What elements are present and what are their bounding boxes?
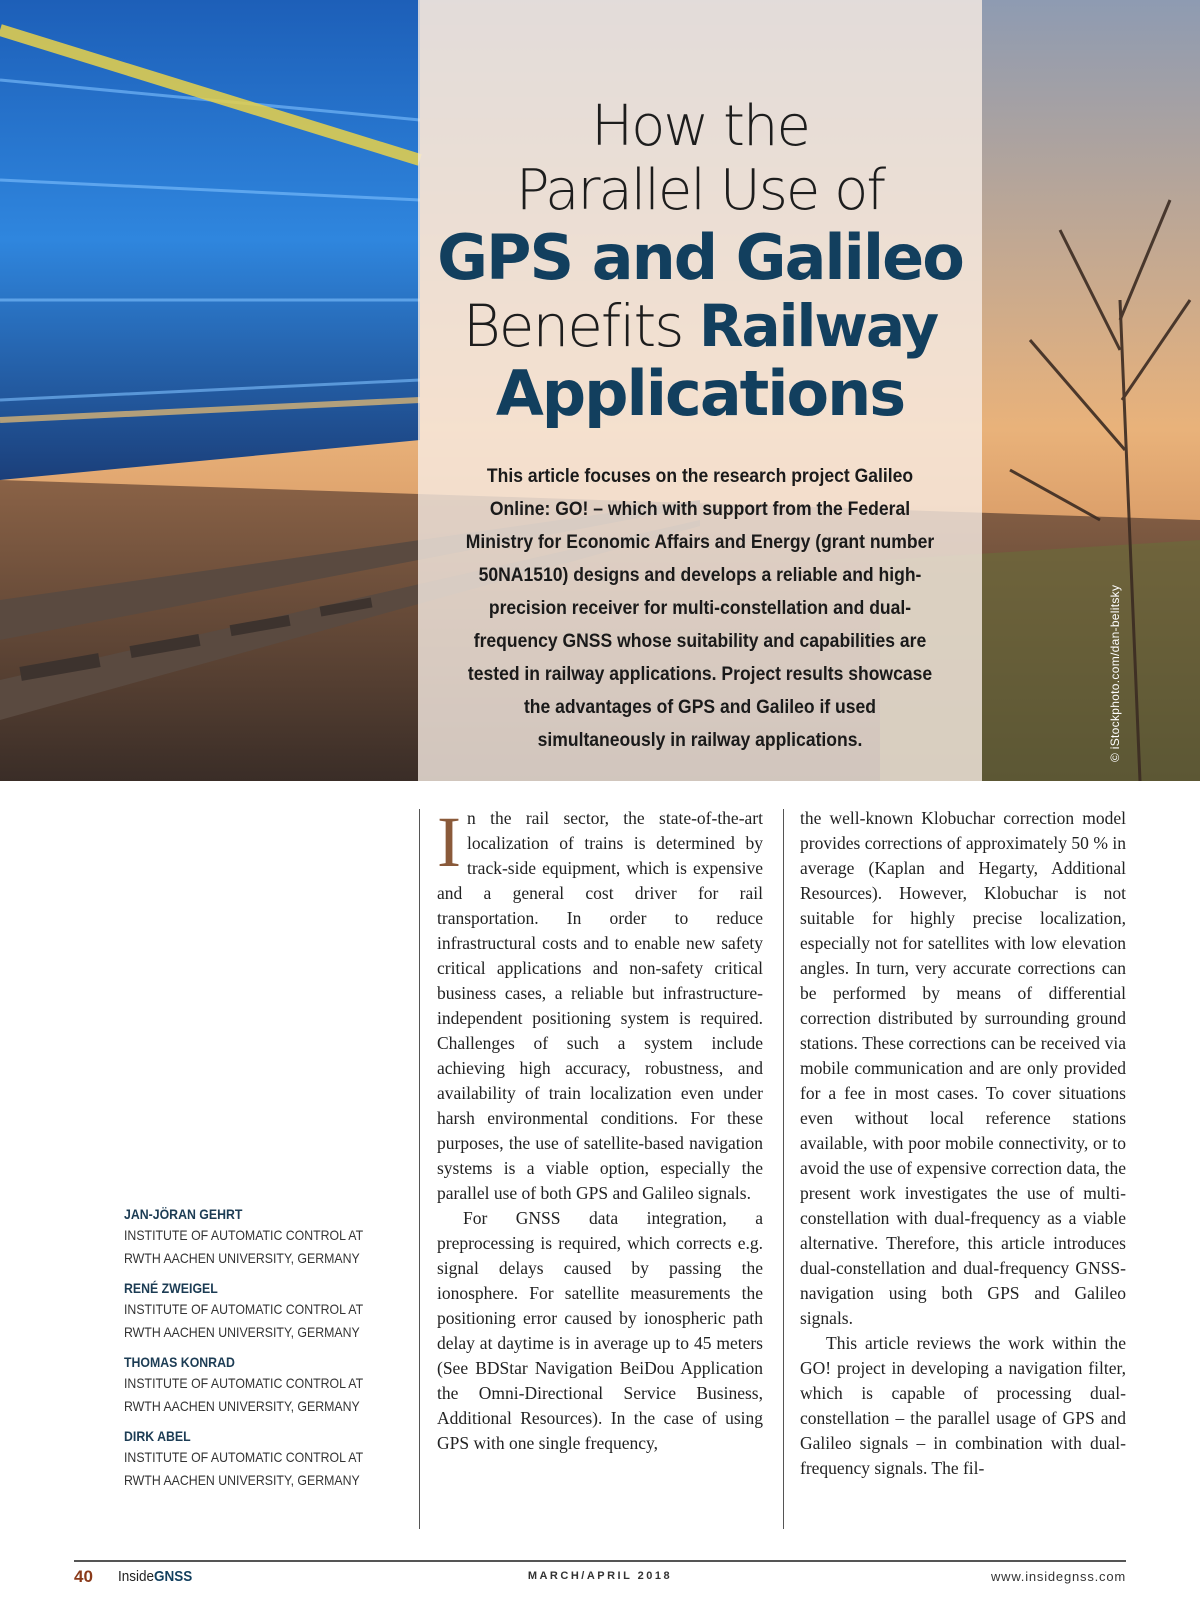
author-entry — [124, 1426, 394, 1492]
body-paragraph: the well-known Klobuchar correction model provides corrections of approximately 50 % in average (Kaplan and Hegarty, Additional Resources). However, Klobuchar is not suitable for highly precise localization, especially not for satellites with low elevation angles. In turn, very accurate corrections can be performed by means of differential correction distributed by surrounding ground stations. These corrections can be received via mobile communication and are only provided for a fee in most cases. To cover situations even without local reference stations available, with poor mobile connectivity, or to avoid the use of expensive correction data, the present work investigates the use of multi-constellation with dual-frequency as a viable alternative. Therefore, this article introduces dual-constellation and dual-frequency GNSS-navigation using both GPS and Galileo signals. — [800, 808, 1126, 1328]
author-entry — [124, 1204, 394, 1270]
author-affiliation: RWTH AACHEN UNIVERSITY, GERMANY — [124, 1472, 360, 1488]
magazine-prefix: Inside — [118, 1568, 155, 1585]
issue-date: MARCH/APRIL 2018 — [527, 1570, 673, 1582]
column-rule-left — [419, 809, 420, 1529]
paragraph-text: n the rail sector, the state-of-the-art localization of trains is determined by track-side equipment, which is expensive and a general cost driver for rail transportation. In order to reduce infrastructural costs and to enable new safety critical applications and non-safety critical business cases, a reliable but infrastructure-independent positioning system is required. Challenges of such a system include achieving high accuracy, robustness, and availability of train localization even under harsh environmental conditions. For these purposes, the use of satellite-based navigation systems is a viable option, especially the parallel use of both GPS and Galileo signals. — [437, 808, 763, 1203]
author-affiliation: INSTITUTE OF AUTOMATIC CONTROL AT — [124, 1301, 364, 1317]
title-line-2: Parallel Use of — [515, 158, 885, 223]
drop-cap: I — [437, 802, 461, 882]
article-deck: This article focuses on the research project Galileo Online: GO! – which with support from the Federal Ministry for Economic Affairs and Energy (grant number 50NA1510) designs and develops a reliable and high-precision receiver for multi-constellation and dual-frequency GNSS whose suitability and capabilities are tested in railway applications. Project results showcase the advantages of GPS and Galileo if used simultaneously in railway applications. — [465, 465, 935, 751]
body-column-1 — [437, 802, 763, 1456]
page-number: 40 — [74, 1567, 93, 1586]
hero-photo — [0, 0, 1200, 781]
photo-credit: © iStockphoto.com/dan-belitsky — [1108, 584, 1122, 762]
magazine-bold: GNSS — [154, 1568, 193, 1585]
title-line-1: How the — [591, 94, 809, 159]
website-link[interactable]: www.insidegnss.com — [990, 1569, 1126, 1584]
author-name: THOMAS KONRAD — [124, 1354, 235, 1370]
title-line-4 — [418, 293, 982, 359]
author-affiliation: RWTH AACHEN UNIVERSITY, GERMANY — [124, 1250, 360, 1266]
title-line-3: GPS and Galileo — [437, 221, 963, 294]
author-affiliation: INSTITUTE OF AUTOMATIC CONTROL AT — [124, 1375, 364, 1391]
body-paragraph: This article reviews the work within the GO! project in developing a navigation filter, which is capable of processing dual-constellation – the parallel usage of GPS and Galileo signals – in combination with dual-frequency signals. The fil- — [800, 1333, 1126, 1478]
title-line-5: Applications — [495, 357, 905, 430]
footer-rule — [74, 1560, 1126, 1562]
author-entry — [124, 1352, 394, 1418]
author-affiliation: RWTH AACHEN UNIVERSITY, GERMANY — [124, 1398, 360, 1414]
author-name: JAN-JÖRAN GEHRT — [124, 1206, 243, 1222]
author-name: DIRK ABEL — [124, 1428, 191, 1444]
article-title — [418, 95, 982, 429]
author-list — [124, 1204, 394, 1500]
title-line-4-light: Benefits — [462, 292, 699, 360]
body-column-2 — [800, 806, 1126, 1481]
author-affiliation: INSTITUTE OF AUTOMATIC CONTROL AT — [124, 1227, 364, 1243]
body-paragraph: For GNSS data integration, a preprocessing is required, which corrects e.g. signal delays caused by passing the ionosphere. For satellite measurements the positioning error caused by ionospheric path delay at daytime is in average up to 45 meters (See BDStar Navigation BeiDou Application the Omni-Directional Service Business, Additional Resources). In the case of using GPS with one single frequency, — [437, 1208, 763, 1453]
title-line-4-bold: Railway — [698, 292, 938, 360]
author-affiliation: RWTH AACHEN UNIVERSITY, GERMANY — [124, 1324, 360, 1340]
author-entry — [124, 1278, 394, 1344]
author-name: RENÉ ZWEIGEL — [124, 1280, 218, 1296]
body-paragraph — [437, 802, 763, 1206]
author-affiliation: INSTITUTE OF AUTOMATIC CONTROL AT — [124, 1449, 364, 1465]
column-rule-middle — [783, 809, 784, 1529]
